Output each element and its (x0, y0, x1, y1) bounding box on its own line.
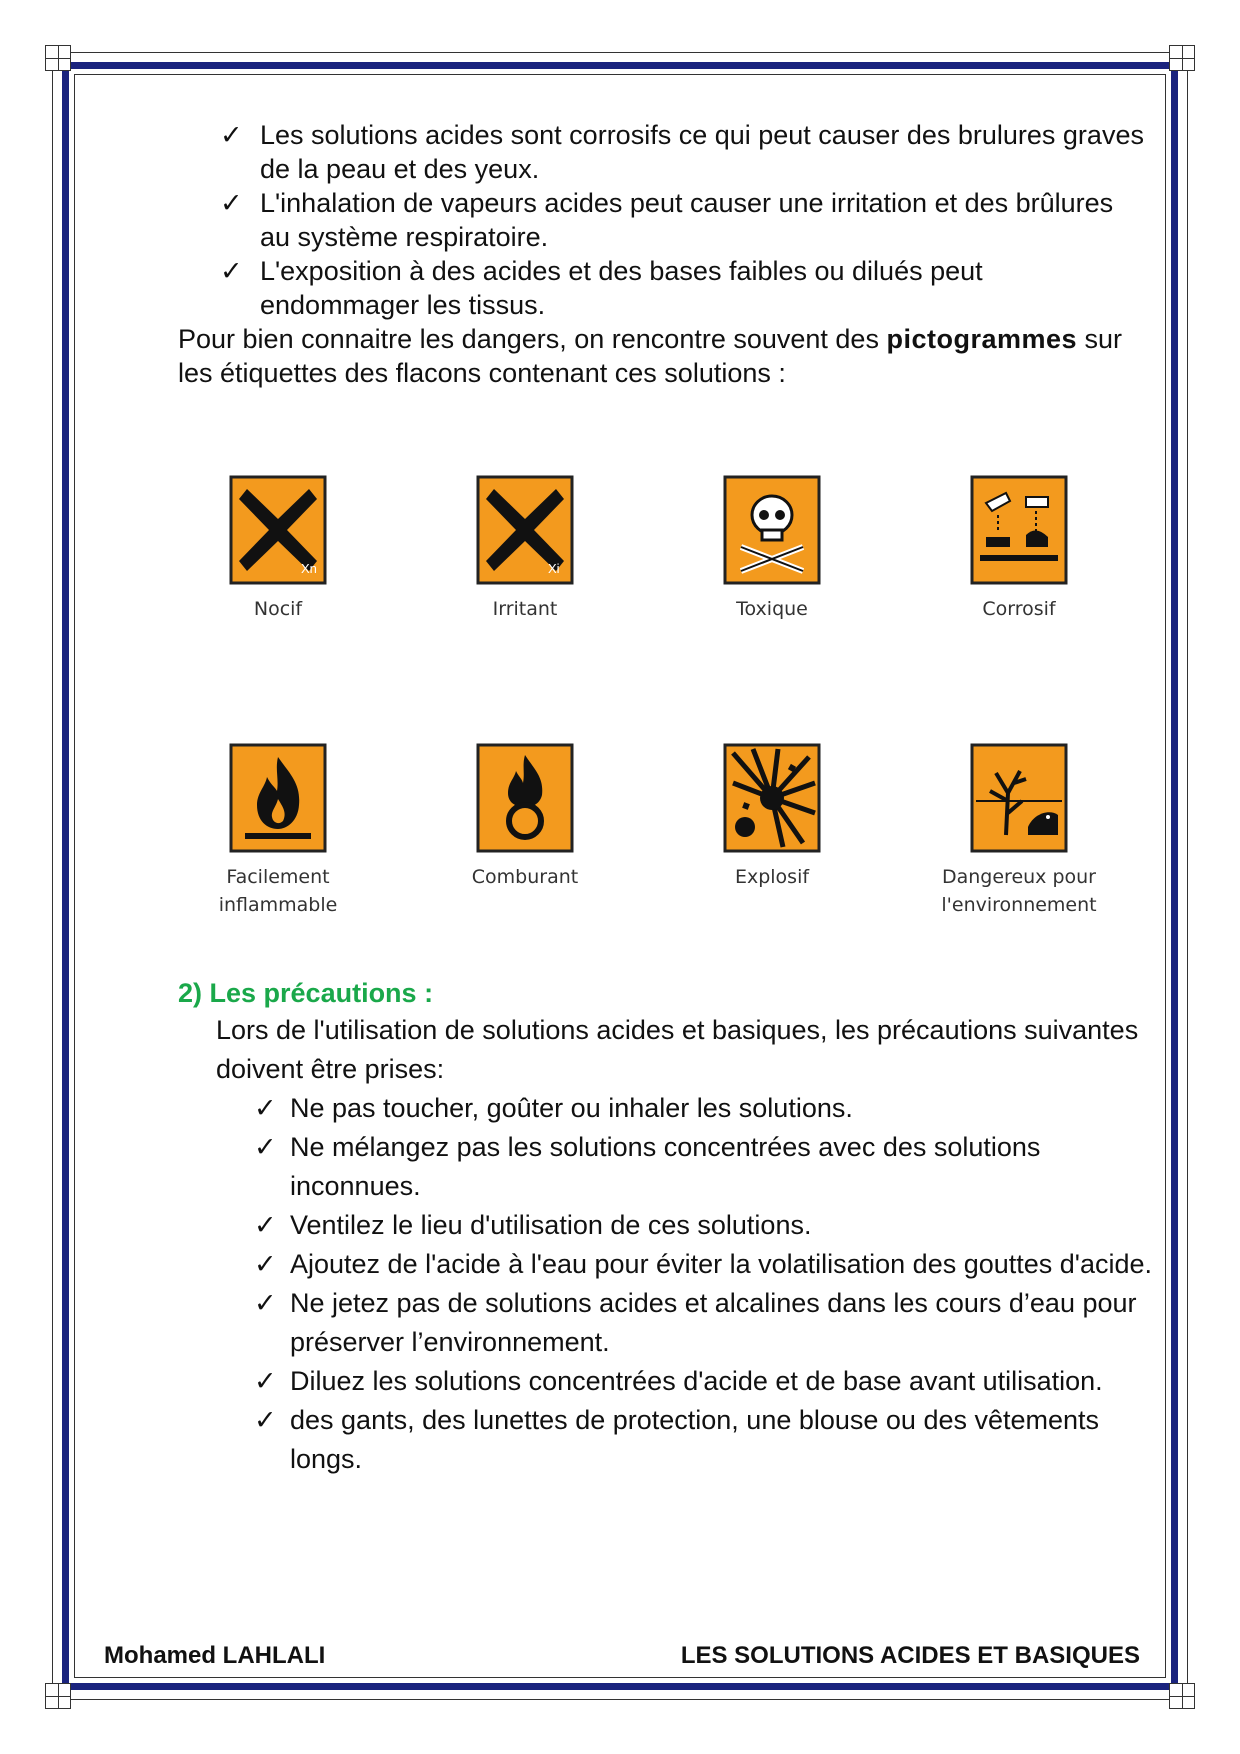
list-item: ✓ L'exposition à des acides et des bases faibles ou dilués peut endommager les tissus. (220, 256, 983, 320)
pictogram-caption: Irritant (492, 598, 558, 620)
pictogram-caption: Comburant (471, 866, 579, 888)
pictogram-irritant (425, 475, 625, 623)
frame-corner-ornament (1169, 1683, 1195, 1709)
section-intro: Lors de l'utilisation de solutions acides et basiques, les précautions suivantes doivent être prises: (216, 1015, 1139, 1084)
pictogram-toxique (672, 475, 872, 623)
pictogram-environnement (919, 743, 1119, 919)
list-item: ✓ des gants, des lunettes de protection, une blouse ou des vêtements longs. (178, 1401, 1158, 1479)
svg-text:Xi: Xi (548, 561, 560, 576)
pictogram-comburant (425, 743, 625, 891)
list-item: ✓ Ne mélangez pas les solutions concentrées avec des solutions inconnues. (178, 1128, 1158, 1206)
check-icon: ✓ (254, 1210, 277, 1240)
frame-corner-ornament (45, 45, 71, 71)
list-item: ✓ Les solutions acides sont corrosifs ce qui peut causer des brulures graves de la peau et des yeux. (220, 120, 1144, 184)
flame-icon (229, 743, 327, 853)
skull-icon (723, 475, 821, 585)
svg-text:Xn: Xn (301, 561, 317, 576)
list-item: ✓ L'inhalation de vapeurs acides peut causer une irritation et des brûlures au système respiratoire. (220, 188, 1114, 252)
pictogram-explosif (672, 743, 872, 891)
check-icon: ✓ (254, 1366, 277, 1396)
explosion-icon (723, 743, 821, 853)
danger-list (178, 118, 1148, 322)
pictogram-nocif (178, 475, 378, 623)
flame-over-circle-icon (476, 743, 574, 853)
environment-icon (970, 743, 1068, 853)
check-icon: ✓ (254, 1093, 277, 1123)
pictogram-caption: Dangereux pour l'environnement (941, 866, 1097, 916)
precautions-list (178, 1089, 1158, 1479)
frame-corner-ornament (45, 1683, 71, 1709)
footer-author: Mohamed LAHLALI (104, 1642, 326, 1669)
pictogram-corrosif (919, 475, 1119, 623)
corrosive-icon (970, 475, 1068, 585)
pictogram-caption: Facilement inflammable (218, 866, 338, 916)
list-item: ✓ Ventilez le lieu d'utilisation de ces solutions. (178, 1206, 1158, 1245)
cross-icon (229, 475, 327, 585)
frame-corner-ornament (1169, 45, 1195, 71)
pictogram-caption: Corrosif (982, 598, 1056, 620)
list-item: ✓ Ajoutez de l'acide à l'eau pour éviter la volatilisation des gouttes d'acide. (178, 1245, 1158, 1284)
list-item: ✓ Ne jetez pas de solutions acides et alcalines dans les cours d’eau pour préserver l’environnement. (178, 1284, 1158, 1362)
pictogram-grid (178, 475, 1168, 935)
pictogram-caption: Nocif (253, 598, 303, 620)
pictogram-inflammable (178, 743, 378, 919)
list-item: ✓ Diluez les solutions concentrées d'acide et de base avant utilisation. (178, 1362, 1158, 1401)
check-icon: ✓ (220, 256, 243, 286)
pictogram-caption: Explosif (734, 866, 810, 888)
list-item: ✓ Ne pas toucher, goûter ou inhaler les solutions. (178, 1089, 1158, 1128)
check-icon: ✓ (254, 1249, 277, 1279)
pictogram-intro: Pour bien connaitre les dangers, on rencontre souvent des pictogrammes sur les étiquettes des flacons contenant ces solutions : (178, 324, 1123, 388)
section-heading: 2) Les précautions : (178, 978, 434, 1008)
check-icon: ✓ (254, 1288, 277, 1318)
pictogram-caption: Toxique (736, 598, 808, 620)
cross-icon (476, 475, 574, 585)
check-icon: ✓ (254, 1132, 277, 1162)
check-icon: ✓ (220, 188, 243, 218)
check-icon: ✓ (220, 120, 243, 150)
footer-title: LES SOLUTIONS ACIDES ET BASIQUES (680, 1642, 1140, 1669)
check-icon: ✓ (254, 1405, 277, 1435)
precautions-section (178, 975, 1158, 1479)
top-section (178, 118, 1148, 390)
